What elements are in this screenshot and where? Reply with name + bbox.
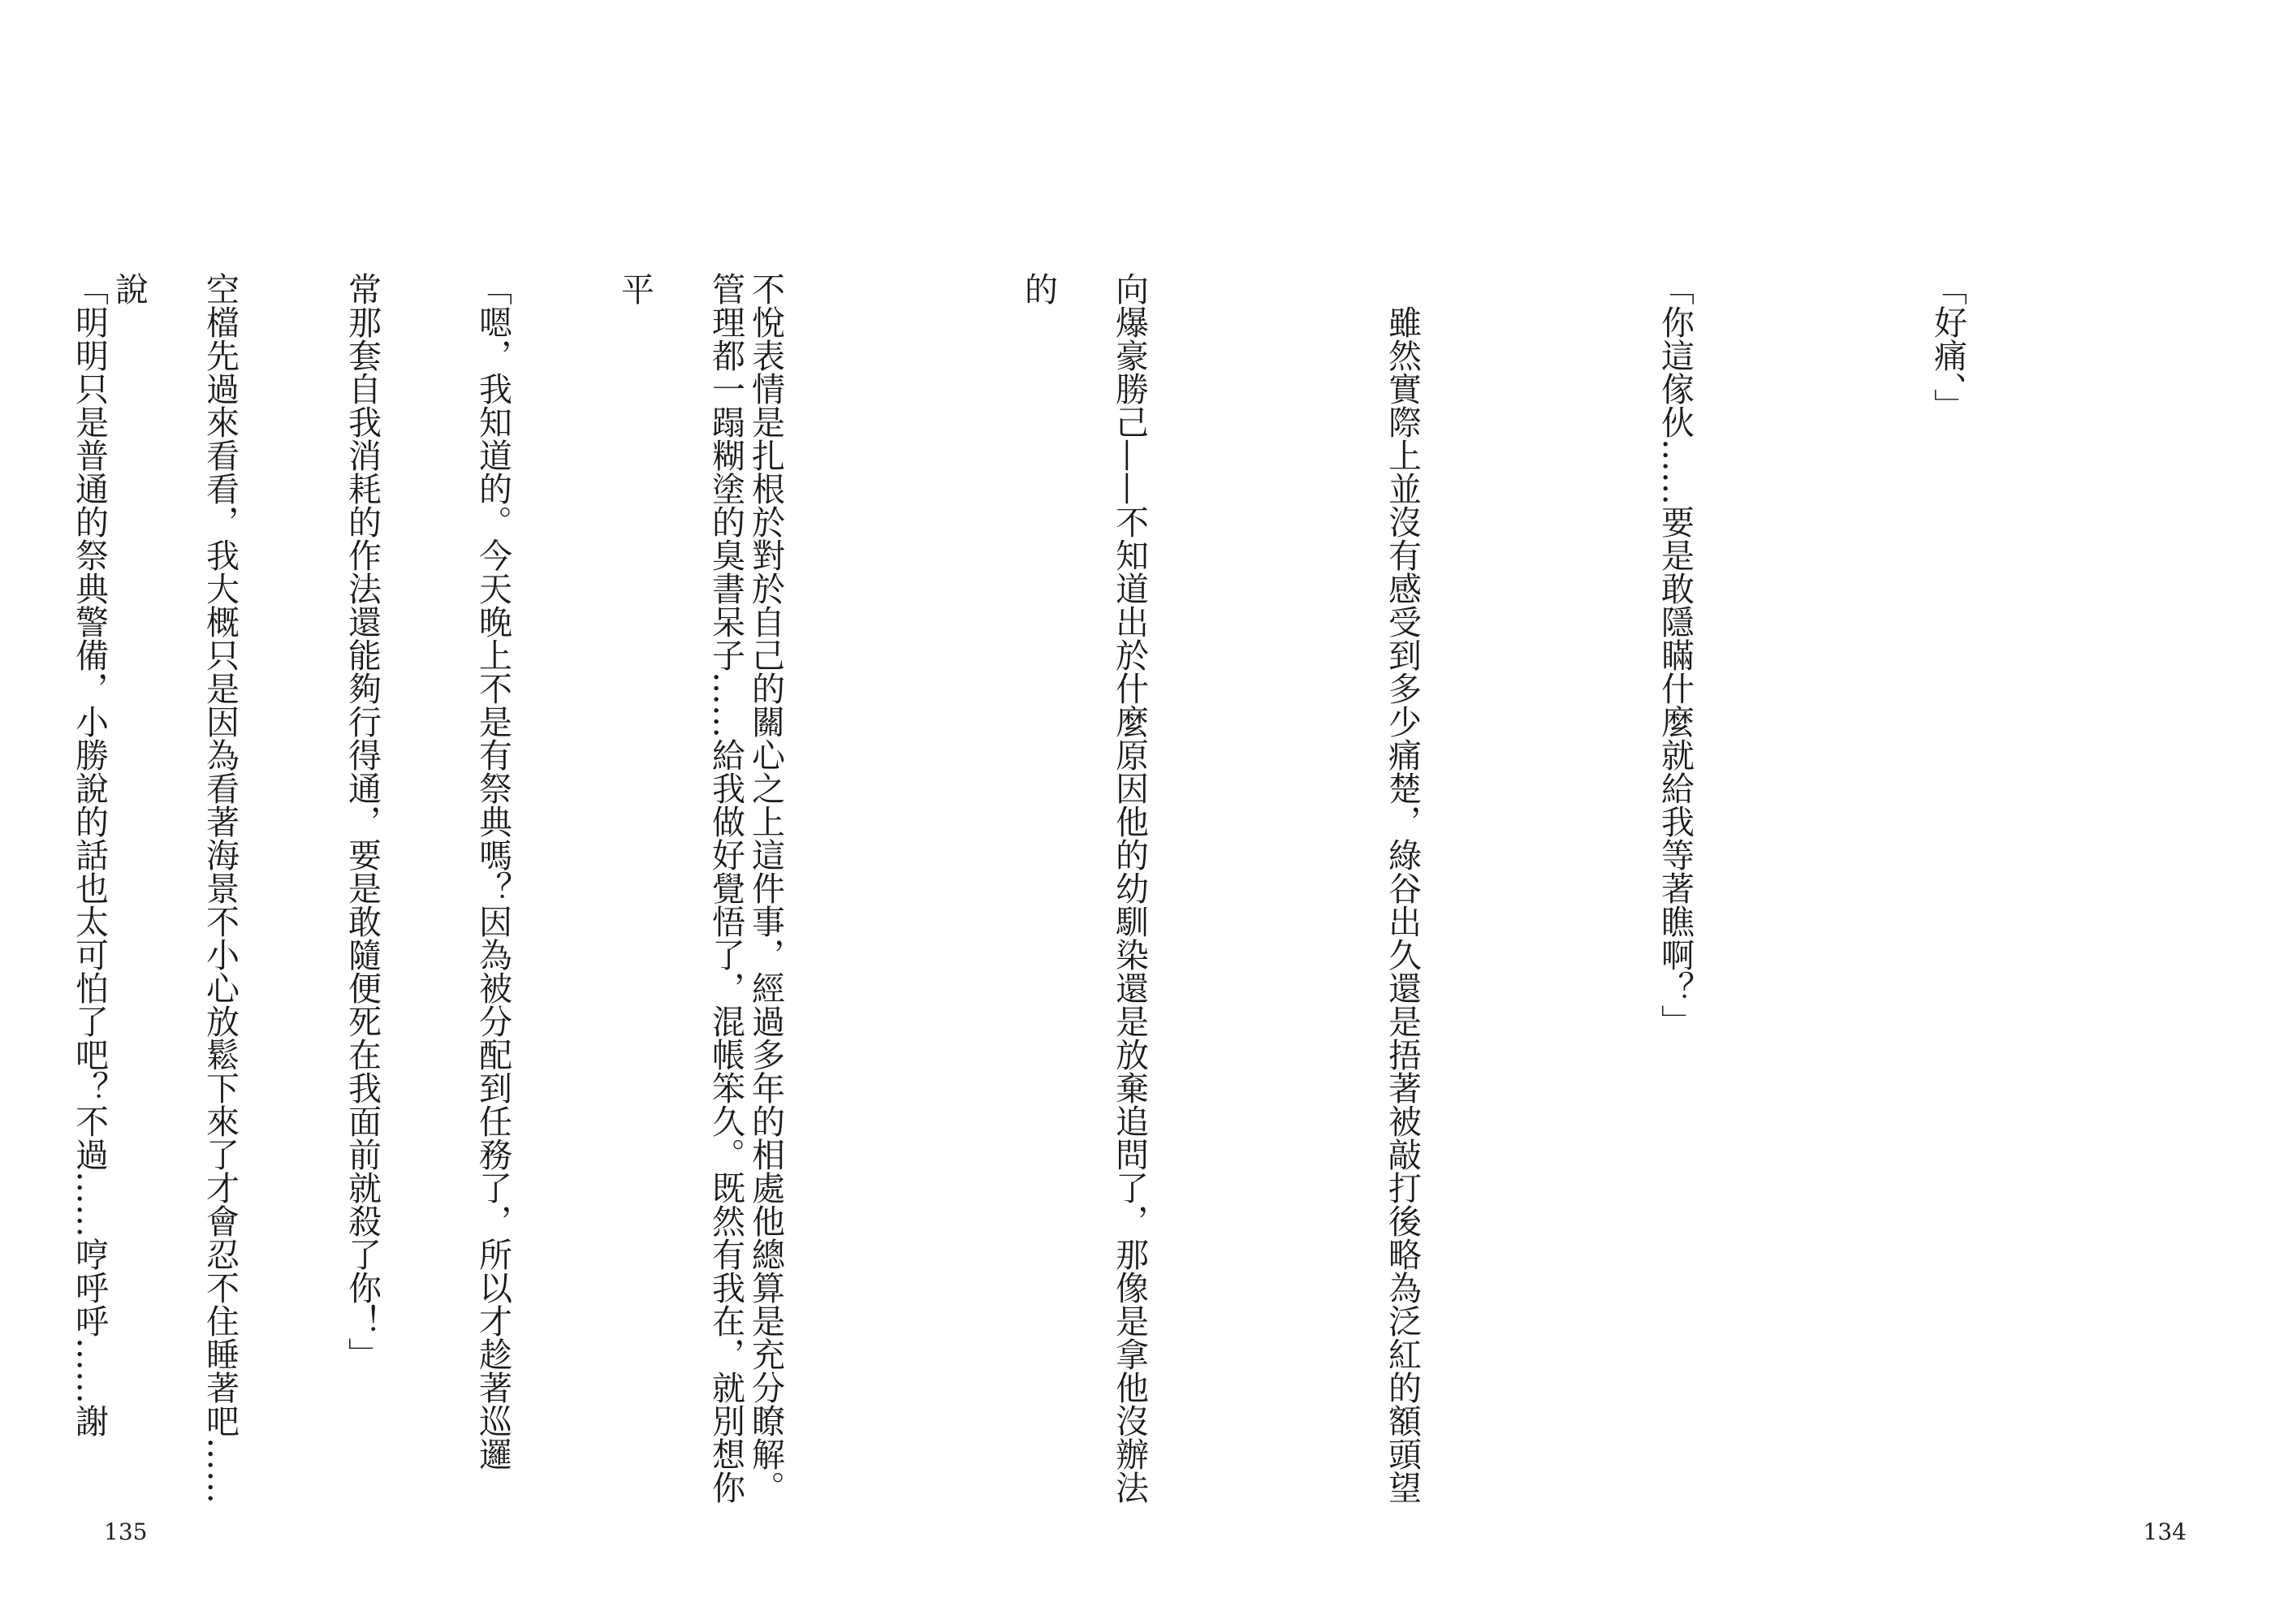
- page-number: 135: [104, 1518, 148, 1545]
- text-column: 「你這傢伙……要是敢隱瞞什麼就給我等著瞧啊？」: [1656, 272, 1695, 1038]
- text-column: 空檔先過來看看，我大概只是因為看著海景不小心放鬆下來了才會忍不住睡著吧……說: [110, 272, 240, 1504]
- text-column: 不悅表情是扎根於對於自己的關心之上這件事，經過多年的相處他總算是充分瞭解。: [746, 272, 785, 1504]
- text-column: 常那套自我消耗的作法還能夠行得通，要是敢隨便死在我面前就殺了你！」: [343, 272, 382, 1371]
- text-column: 向爆豪勝己——不知道出於什麼原因他的幼馴染還是放棄追問了，那像是拿他沒辦法的: [1019, 272, 1149, 1504]
- text-column: 「嗯，我知道的。今天晚上不是有祭典嗎？因為被分配到任務了，所以才趁著巡邏: [473, 272, 512, 1471]
- text-column: 「好痛、」: [1928, 272, 1967, 422]
- text-column: 管理都一蹋糊塗的臭書呆子……給我做好覺悟了，混帳笨久。既然有我在，就別想你平: [615, 272, 745, 1504]
- text-column: 雖然實際上並沒有感受到多少痛楚，綠谷出久還是捂著被敲打後略為泛紅的額頭望: [1383, 272, 1422, 1504]
- text-column: 「明明只是普通的祭典警備，小勝說的話也太可怕了吧？不過……哼呼呼……謝: [70, 272, 109, 1437]
- page-number: 134: [2143, 1518, 2187, 1545]
